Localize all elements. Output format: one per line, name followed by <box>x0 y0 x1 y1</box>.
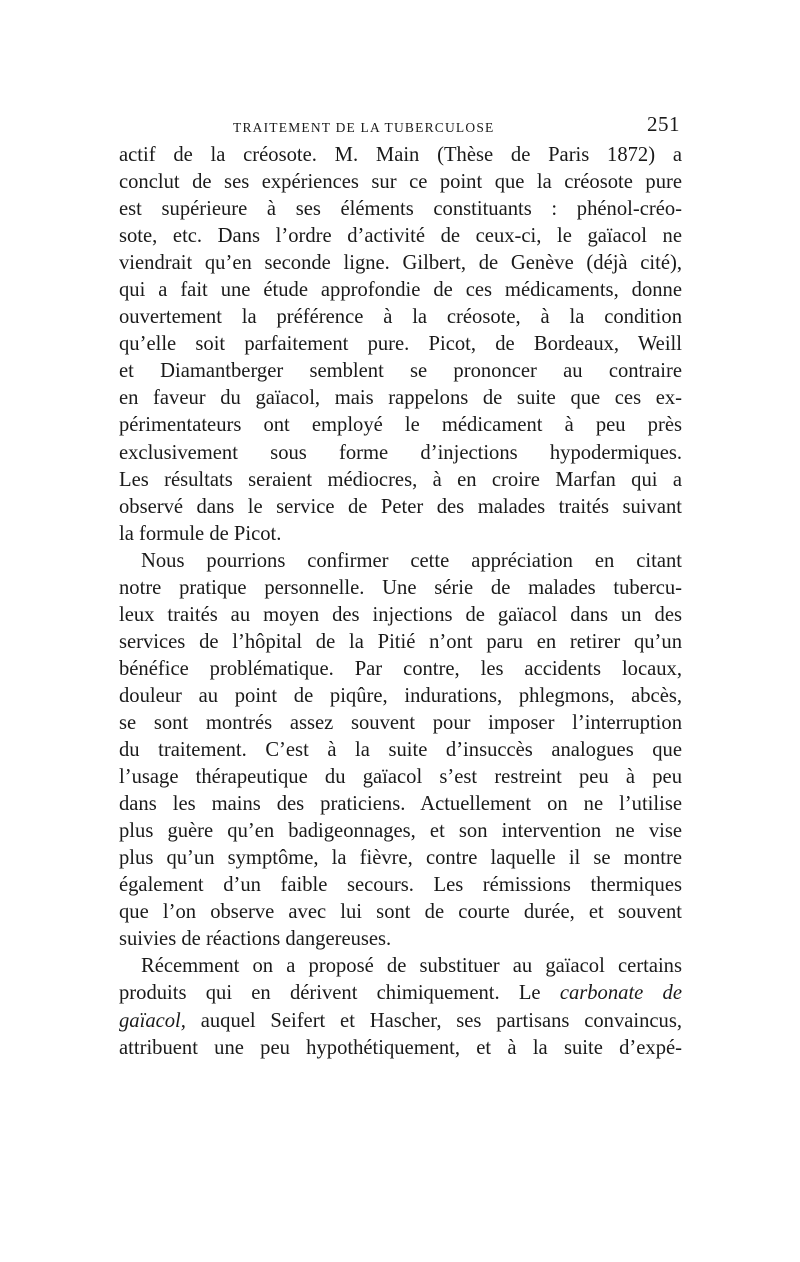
paragraph-3 <box>119 953 682 1061</box>
text-line: est supérieure à ses éléments constituants : phénol-créo- <box>119 198 682 221</box>
paragraph-2 <box>119 548 682 954</box>
running-head <box>119 112 682 142</box>
text-line: sote, etc. Dans l’ordre d’activité de ceux-ci, le gaïacol ne <box>119 225 682 248</box>
text-line <box>119 980 682 1007</box>
text-line: et Diamantberger semblent se prononcer au contraire <box>119 360 682 383</box>
text-line: suivies de réactions dangereuses. <box>119 928 392 951</box>
text-line: Les résultats seraient médiocres, à en croire Marfan qui a <box>119 468 682 491</box>
text-line: services de l’hôpital de la Pitié n’ont paru en retirer qu’un <box>119 630 682 653</box>
text-run: produits qui en dérivent chimiquement. Le <box>119 982 560 1005</box>
book-page <box>119 112 682 1062</box>
text-line: Nous pourrions confirmer cette appréciation en citant <box>141 549 682 572</box>
running-title: TRAITEMENT DE LA TUBERCULOSE <box>233 120 495 135</box>
text-line: également d’un faible secours. Les rémissions thermiques <box>119 874 682 897</box>
text-line: se sont montrés assez souvent pour imposer l’interruption <box>119 711 682 734</box>
text-line: conclut de ses expériences sur ce point que la créosote pure <box>119 171 682 194</box>
text-line: leux traités au moyen des injections de gaïacol dans un des <box>119 603 682 626</box>
text-line: qu’elle soit parfaitement pure. Picot, de Bordeaux, Weill <box>119 333 682 356</box>
text-line: la formule de Picot. <box>119 522 282 545</box>
text-line <box>119 1008 682 1035</box>
body-text <box>119 142 682 1062</box>
text-line: actif de la créosote. M. Main (Thèse de Paris 1872) a <box>119 144 682 166</box>
text-line: que l’on observe avec lui sont de courte durée, et souvent <box>119 901 682 924</box>
text-line: l’usage thérapeutique du gaïacol s’est restreint peu à peu <box>119 766 682 789</box>
text-line: qui a fait une étude approfondie de ces médicaments, donne <box>119 279 682 302</box>
italic-term: carbonate de <box>559 982 682 1005</box>
text-line: viendrait qu’en seconde ligne. Gilbert, de Genève (déjà cité), <box>119 252 682 275</box>
text-line: plus guère qu’en badigeonnages, et son intervention ne vise <box>119 820 682 843</box>
text-line: Récemment on a proposé de substituer au gaïacol certains <box>141 955 682 978</box>
text-line: attribuent une peu hypothétiquement, et à la suite d’expé- <box>119 1036 682 1059</box>
page-number: 251 <box>647 112 680 136</box>
text-line: bénéfice problématique. Par contre, les accidents locaux, <box>119 657 682 680</box>
text-line: ouvertement la préférence à la créosote, à la condition <box>119 306 682 329</box>
text-line: notre pratique personnelle. Une série de malades tubercu- <box>119 576 682 599</box>
text-line: dans les mains des praticiens. Actuellement on ne l’utilise <box>119 793 682 816</box>
text-line: plus qu’un symptôme, la fièvre, contre laquelle il se montre <box>119 847 682 870</box>
text-line: douleur au point de piqûre, indurations, phlegmons, abcès, <box>119 684 682 707</box>
text-line: périmentateurs ont employé le médicament à peu près <box>119 414 682 437</box>
text-line: observé dans le service de Peter des malades traités suivant <box>119 495 682 518</box>
text-line: en faveur du gaïacol, mais rappelons de suite que ces ex- <box>119 387 682 410</box>
text-line: exclusivement sous forme d’injections hypodermiques. <box>119 441 682 464</box>
text-run: auquel Seifert et Hascher, ses partisans convaincus, <box>185 1009 682 1032</box>
text-line: du traitement. C’est à la suite d’insuccès analogues que <box>119 739 682 762</box>
paragraph-1 <box>119 142 682 548</box>
italic-term: gaïacol, <box>119 1009 186 1032</box>
